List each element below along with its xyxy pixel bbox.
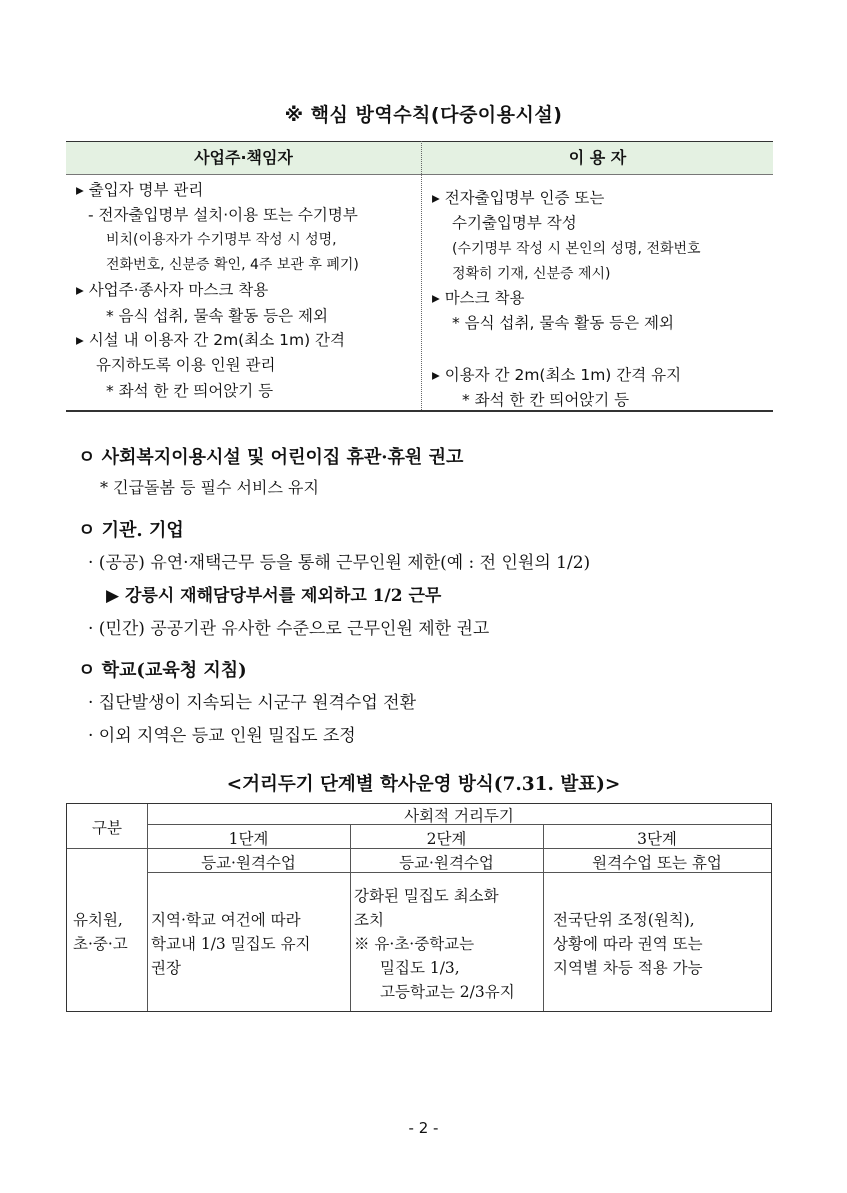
welfare-note: * 긴급돌봄 등 필수 서비스 유지 [100, 478, 319, 497]
left-line: * 좌석 한 칸 띄어앉기 등 [106, 382, 274, 400]
section-welfare: ㅇ 사회복지이용시설 및 어린이집 휴관·휴원 권고 [78, 447, 464, 468]
stage2-desc: 강화된 밀집도 최소화 [354, 887, 499, 905]
stage2-desc: 고등학교는 2/3유지 [380, 983, 515, 1001]
schools-line-1: · 집단발생이 지속되는 시군구 원격수업 전환 [88, 693, 417, 713]
stage2-desc: 밀집도 1/3, [380, 959, 460, 977]
left-line: * 음식 섭취, 물속 활동 등은 제외 [106, 307, 328, 325]
stage1-desc: 권장 [151, 959, 181, 977]
right-line: ▸ 이용자 간 2m(최소 1m) 간격 유지 [432, 366, 682, 384]
page-number: - 2 - [408, 1119, 439, 1137]
right-line: 수기출입명부 작성 [452, 214, 577, 232]
school-operation-table [66, 803, 772, 1012]
right-line: 정확히 기재, 신분증 제시) [452, 266, 611, 282]
right-line: * 좌석 한 칸 띄어앉기 등 [462, 391, 630, 409]
header-user: 이 용 자 [568, 148, 627, 167]
row-label: 초·중·고 [73, 935, 128, 953]
section-schools: ㅇ 학교(교육청 지침) [78, 660, 247, 681]
schools-line-2: · 이외 지역은 등교 인원 밀집도 조정 [88, 726, 356, 746]
stage2-desc: ※ 유·초·중학교는 [354, 935, 475, 953]
mode-3: 원격수업 또는 휴업 [592, 854, 722, 872]
table2-title: <거리두기 단계별 학사운영 방식(7.31. 발표)> [226, 774, 621, 795]
row-label: 유치원, [73, 911, 123, 929]
right-line: (수기명부 작성 시 본인의 성명, 전화번호 [452, 241, 701, 257]
mode-2: 등교·원격수업 [399, 854, 494, 872]
stage-2: 2단계 [426, 830, 467, 848]
stage-3: 3단계 [637, 830, 677, 848]
group-header: 사회적 거리두기 [404, 807, 514, 825]
mode-1: 등교·원격수업 [201, 854, 296, 872]
stage3-desc: 전국단위 조정(원칙), [553, 911, 695, 929]
left-line: ▸ 시설 내 이용자 간 2m(최소 1m) 간격 [76, 331, 345, 349]
category-label: 구분 [92, 819, 122, 837]
header-operator: 사업주·책임자 [194, 148, 293, 167]
section-title: ※ 핵심 방역수칙(다중이용시설) [284, 104, 563, 126]
left-line: 비치(이용자가 수기명부 작성 시 성명, [106, 232, 337, 248]
right-line: ▸ 전자출입명부 인증 또는 [432, 189, 605, 207]
gangneung-line: ▶ 강릉시 재해담당부서를 제외하고 1/2 근무 [106, 586, 442, 606]
left-line: 유지하도록 이용 인원 관리 [96, 356, 276, 374]
left-line: ▸ 출입자 명부 관리 [76, 181, 204, 199]
stage-1: 1단계 [228, 830, 269, 848]
private-sector-line: · (민간) 공공기관 유사한 수준으로 근무인원 제한 권고 [88, 619, 490, 639]
left-line: - 전자출입명부 설치·이용 또는 수기명부 [88, 206, 358, 224]
right-line: * 음식 섭취, 물속 활동 등은 제외 [452, 314, 674, 332]
stage1-desc: 학교내 1/3 밀집도 유지 [151, 935, 311, 953]
stage3-desc: 상황에 따라 권역 또는 [553, 935, 703, 953]
left-line: 전화번호, 신분증 확인, 4주 보관 후 폐기) [106, 257, 359, 273]
right-line: ▸ 마스크 착용 [432, 289, 525, 307]
section-institutions: ㅇ 기관. 기업 [78, 520, 184, 541]
stage2-desc: 조치 [354, 911, 384, 929]
left-line: ▸ 사업주·종사자 마스크 착용 [76, 281, 269, 299]
public-sector-line: · (공공) 유연·재택근무 등을 통해 근무인원 제한(예 : 전 인원의 1/2) [88, 553, 591, 573]
stage1-desc: 지역·학교 여건에 따라 [151, 911, 301, 929]
stage3-desc: 지역별 차등 적용 가능 [553, 959, 703, 977]
quarantine-rules-table [66, 141, 773, 412]
